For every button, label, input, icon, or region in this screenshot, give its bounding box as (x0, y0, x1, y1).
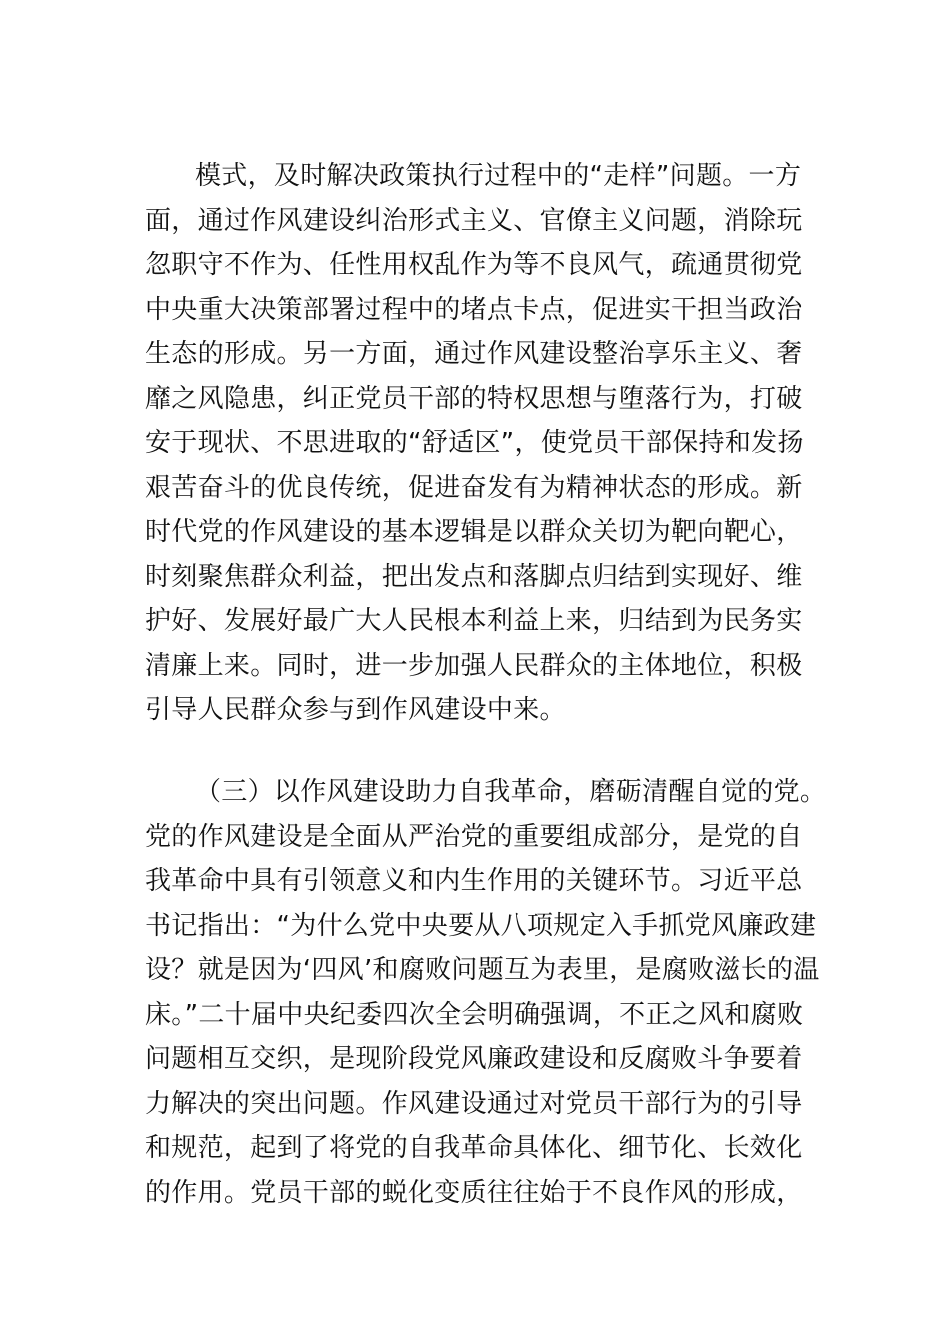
text-line: 清廉上来。同时，进一步加强人民群众的主体地位，积极 (145, 651, 803, 681)
text-line: 书记指出：“为什么党中央要从八项规定入手抓党风廉政建 (145, 911, 817, 941)
text-line: 和规范，起到了将党的自我革命具体化、细节化、长效化 (145, 1133, 803, 1163)
section-heading-line: （三）以作风建设助力自我革命，磨砺清醒自觉的党。 (195, 777, 827, 807)
text-line: 党的作风建设是全面从严治党的重要组成部分，是党的自 (145, 822, 803, 852)
text-line: 生态的形成。另一方面，通过作风建设整治享乐主义、奢 (145, 339, 803, 369)
text-line: 时刻聚焦群众利益，把出发点和落脚点归结到实现好、维 (145, 562, 803, 592)
text-line: 时代党的作风建设的基本逻辑是以群众关切为靶向靶心， (145, 517, 803, 547)
text-line: 问题相互交织，是现阶段党风廉政建设和反腐败斗争要着 (145, 1044, 803, 1074)
text-line: 我革命中具有引领意义和内生作用的关键环节。习近平总 (145, 866, 803, 896)
text-line: 设？就是因为‘四风’和腐败问题互为表里，是腐败滋长的温 (145, 955, 820, 985)
text-line: 忽职守不作为、任性用权乱作为等不良风气，疏通贯彻党 (145, 250, 803, 280)
text-line: 床。”二十届中央纪委四次全会明确强调，不正之风和腐败 (145, 1000, 804, 1030)
text-line: 力解决的突出问题。作风建设通过对党员干部行为的引导 (145, 1089, 803, 1119)
text-line: 模式，及时解决政策执行过程中的“走样”问题。一方 (195, 161, 802, 191)
text-line: 安于现状、不思进取的“舒适区”，使党员干部保持和发扬 (145, 428, 804, 458)
text-line: 面，通过作风建设纠治形式主义、官僚主义问题，消除玩 (145, 206, 803, 236)
text-line: 的作用。党员干部的蜕化变质往往始于不良作风的形成， (145, 1178, 803, 1208)
text-line: 中央重大决策部署过程中的堵点卡点，促进实干担当政治 (145, 295, 803, 325)
text-line: 艰苦奋斗的优良传统，促进奋发有为精神状态的形成。新 (145, 473, 803, 503)
text-line: 护好、发展好最广大人民根本利益上来，归结到为民务实 (145, 606, 803, 636)
text-line: 靡之风隐患，纠正党员干部的特权思想与堕落行为，打破 (145, 384, 803, 414)
text-line: 引导人民群众参与到作风建设中来。 (145, 695, 566, 725)
